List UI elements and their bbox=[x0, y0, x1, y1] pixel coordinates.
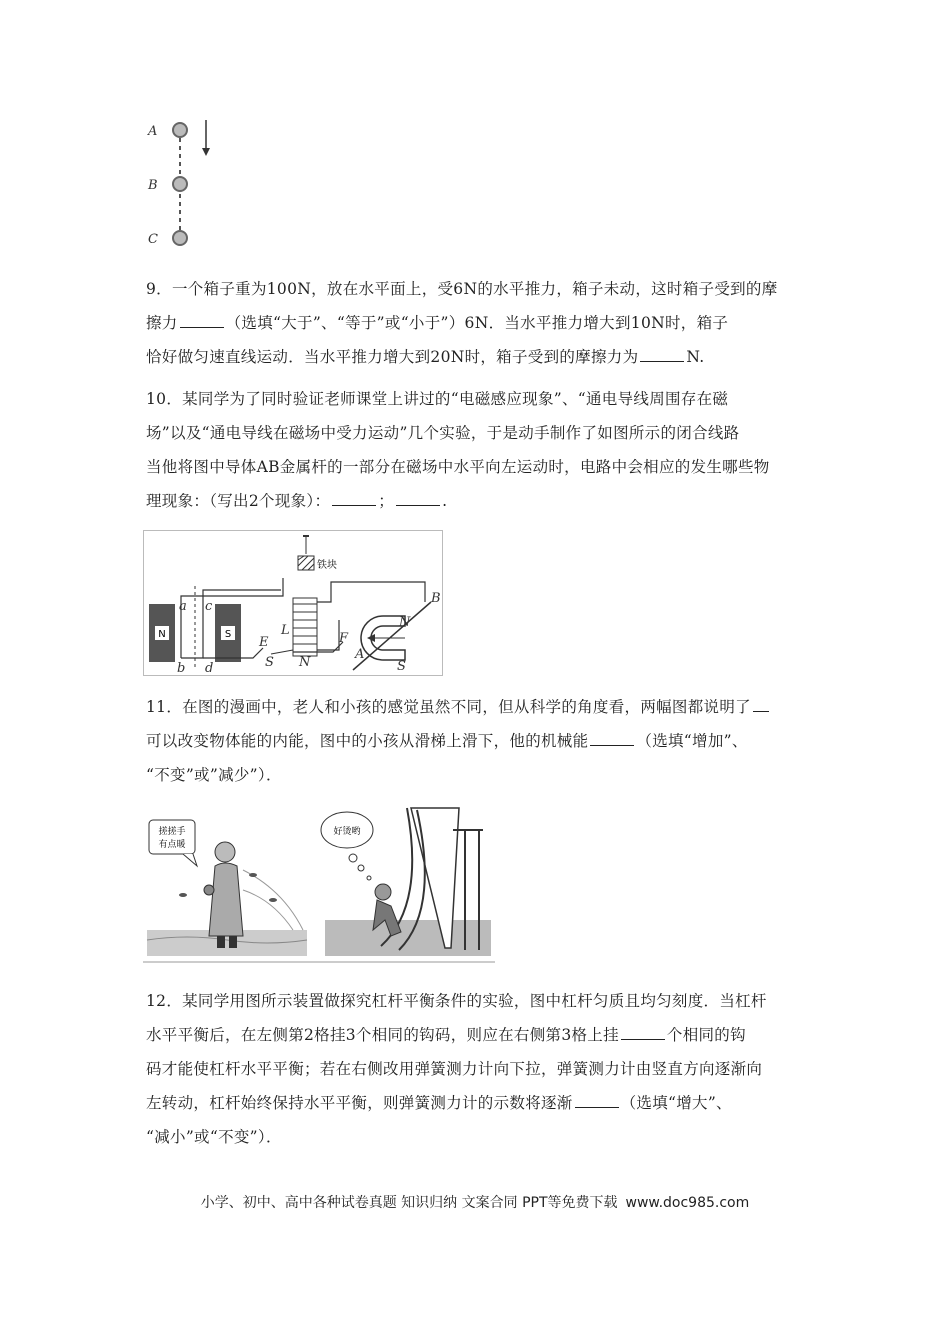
q10-line1: 10．某同学为了同时验证老师课堂上讲过的“电磁感应现象”、“通电导线周围存在磁 bbox=[146, 390, 729, 408]
answer-blank[interactable] bbox=[396, 489, 440, 506]
slide-panel bbox=[321, 808, 491, 956]
label-d-small: d bbox=[205, 661, 214, 676]
q11-line2a: 可以改变物体能的内能，图中的小孩从滑梯上滑下，他的机械能 bbox=[146, 732, 589, 750]
label-f: F bbox=[339, 631, 349, 646]
down-arrow-icon bbox=[202, 148, 210, 156]
old-man-panel bbox=[147, 820, 307, 956]
q9-line3a: 恰好做匀速直线运动．当水平推力增大到20N时，箱子受到的摩擦力为 bbox=[146, 348, 639, 366]
q12-line4a: 左转动，杠杆始终保持水平平衡，则弹簧测力计的示数将逐渐 bbox=[146, 1094, 573, 1112]
label-l: L bbox=[281, 623, 290, 638]
q9-line3b: N. bbox=[686, 348, 705, 366]
switch-s-label: S bbox=[265, 655, 274, 670]
magnet-s-label: S bbox=[224, 629, 232, 640]
question-12 bbox=[146, 984, 810, 1154]
label-B: B bbox=[431, 591, 441, 606]
q10-line4c: . bbox=[442, 492, 448, 510]
label-A: A bbox=[355, 647, 365, 662]
answer-blank[interactable] bbox=[575, 1091, 619, 1108]
label-c: C bbox=[148, 232, 158, 247]
label-b-small: b bbox=[177, 661, 186, 676]
footer-text: 小学、初中、高中各种试卷真题 知识归纳 文案合同 PPT等免费下载 bbox=[200, 1195, 618, 1211]
label-a: A bbox=[148, 124, 158, 139]
answer-blank[interactable] bbox=[753, 695, 769, 712]
question-11 bbox=[146, 690, 810, 792]
child-bubble: 好烫哟 bbox=[333, 827, 361, 837]
label-b: B bbox=[148, 178, 158, 193]
answer-blank[interactable] bbox=[621, 1023, 665, 1040]
q11-line3: “不变”或”减少”）． bbox=[146, 766, 282, 784]
label-a-small: a bbox=[179, 599, 187, 614]
q12-line2b: 个相同的钩 bbox=[666, 1026, 746, 1044]
question-10 bbox=[146, 382, 810, 518]
q11-line1a: 11．在图的漫画中，老人和小孩的感觉虽然不同，但从科学的角度看，两幅图都说明了 bbox=[146, 698, 751, 716]
q12-line5: “减小”或“不变”）． bbox=[146, 1128, 282, 1146]
cartoon-figure bbox=[143, 800, 495, 964]
q12-line2a: 水平平衡后，在左侧第2格挂3个相同的钩码，则应在右侧第3格上挂 bbox=[146, 1026, 619, 1044]
q12-line3: 码才能使杠杆水平平衡；若在右侧改用弹簧测力计向下拉，弹簧测力计由竖直方向逐渐向 bbox=[146, 1060, 763, 1078]
question-9 bbox=[146, 272, 810, 374]
old-man-bubble-2: 有点暖 bbox=[158, 840, 186, 850]
ball-b bbox=[173, 177, 187, 191]
old-man-bubble-1: 搓搓手 bbox=[158, 827, 186, 837]
q10-line2: 场”以及“通电导线在磁场中受力运动”几个实验，于是动手制作了如图所示的闭合线路 bbox=[146, 424, 740, 442]
old-man-icon bbox=[204, 842, 243, 948]
falling-ball-figure bbox=[140, 112, 220, 252]
q9-line2a: 擦力 bbox=[146, 314, 178, 332]
answer-blank[interactable] bbox=[180, 311, 224, 328]
q9-line1: 9．一个箱子重为100N，放在水平面上，受6N的水平推力，箱子未动，这时箱子受到的摩 bbox=[146, 280, 778, 298]
q9-line2b: （选填“大于”、“等于”或“小于”）6N．当水平推力增大到10N时，箱子 bbox=[225, 314, 729, 332]
ball-c bbox=[173, 231, 187, 245]
q10-line3: 当他将图中导体AB金属杆的一部分在磁场中水平向左运动时，电路中会相应的发生哪些物 bbox=[146, 458, 770, 476]
q10-line4b: ； bbox=[378, 492, 395, 510]
answer-blank[interactable] bbox=[640, 345, 684, 362]
page-footer bbox=[0, 1192, 950, 1212]
ball-a bbox=[173, 123, 187, 137]
q12-line4b: （选填“增大”、 bbox=[620, 1094, 732, 1112]
label-e: E bbox=[259, 635, 269, 650]
iron-label: 铁块 bbox=[317, 560, 337, 571]
horseshoe-s-label: S bbox=[397, 659, 406, 674]
q12-line1: 12．某同学用图所示装置做探究杠杆平衡条件的实验，图中杠杆匀质且均匀刻度．当杠杆 bbox=[146, 992, 767, 1010]
answer-blank[interactable] bbox=[332, 489, 376, 506]
horseshoe-n-label: N bbox=[399, 615, 411, 630]
circuit-figure bbox=[143, 530, 443, 676]
footer-url[interactable]: www.doc985.com bbox=[625, 1195, 750, 1211]
magnet-n-label: N bbox=[158, 629, 166, 640]
switch-n-label: N bbox=[299, 655, 311, 670]
q11-line2b: （选填“增加”、 bbox=[636, 732, 748, 750]
q10-line4a: 理现象：（写出2个现象）： bbox=[146, 492, 331, 510]
answer-blank[interactable] bbox=[590, 729, 634, 746]
label-c-small: c bbox=[205, 599, 213, 614]
